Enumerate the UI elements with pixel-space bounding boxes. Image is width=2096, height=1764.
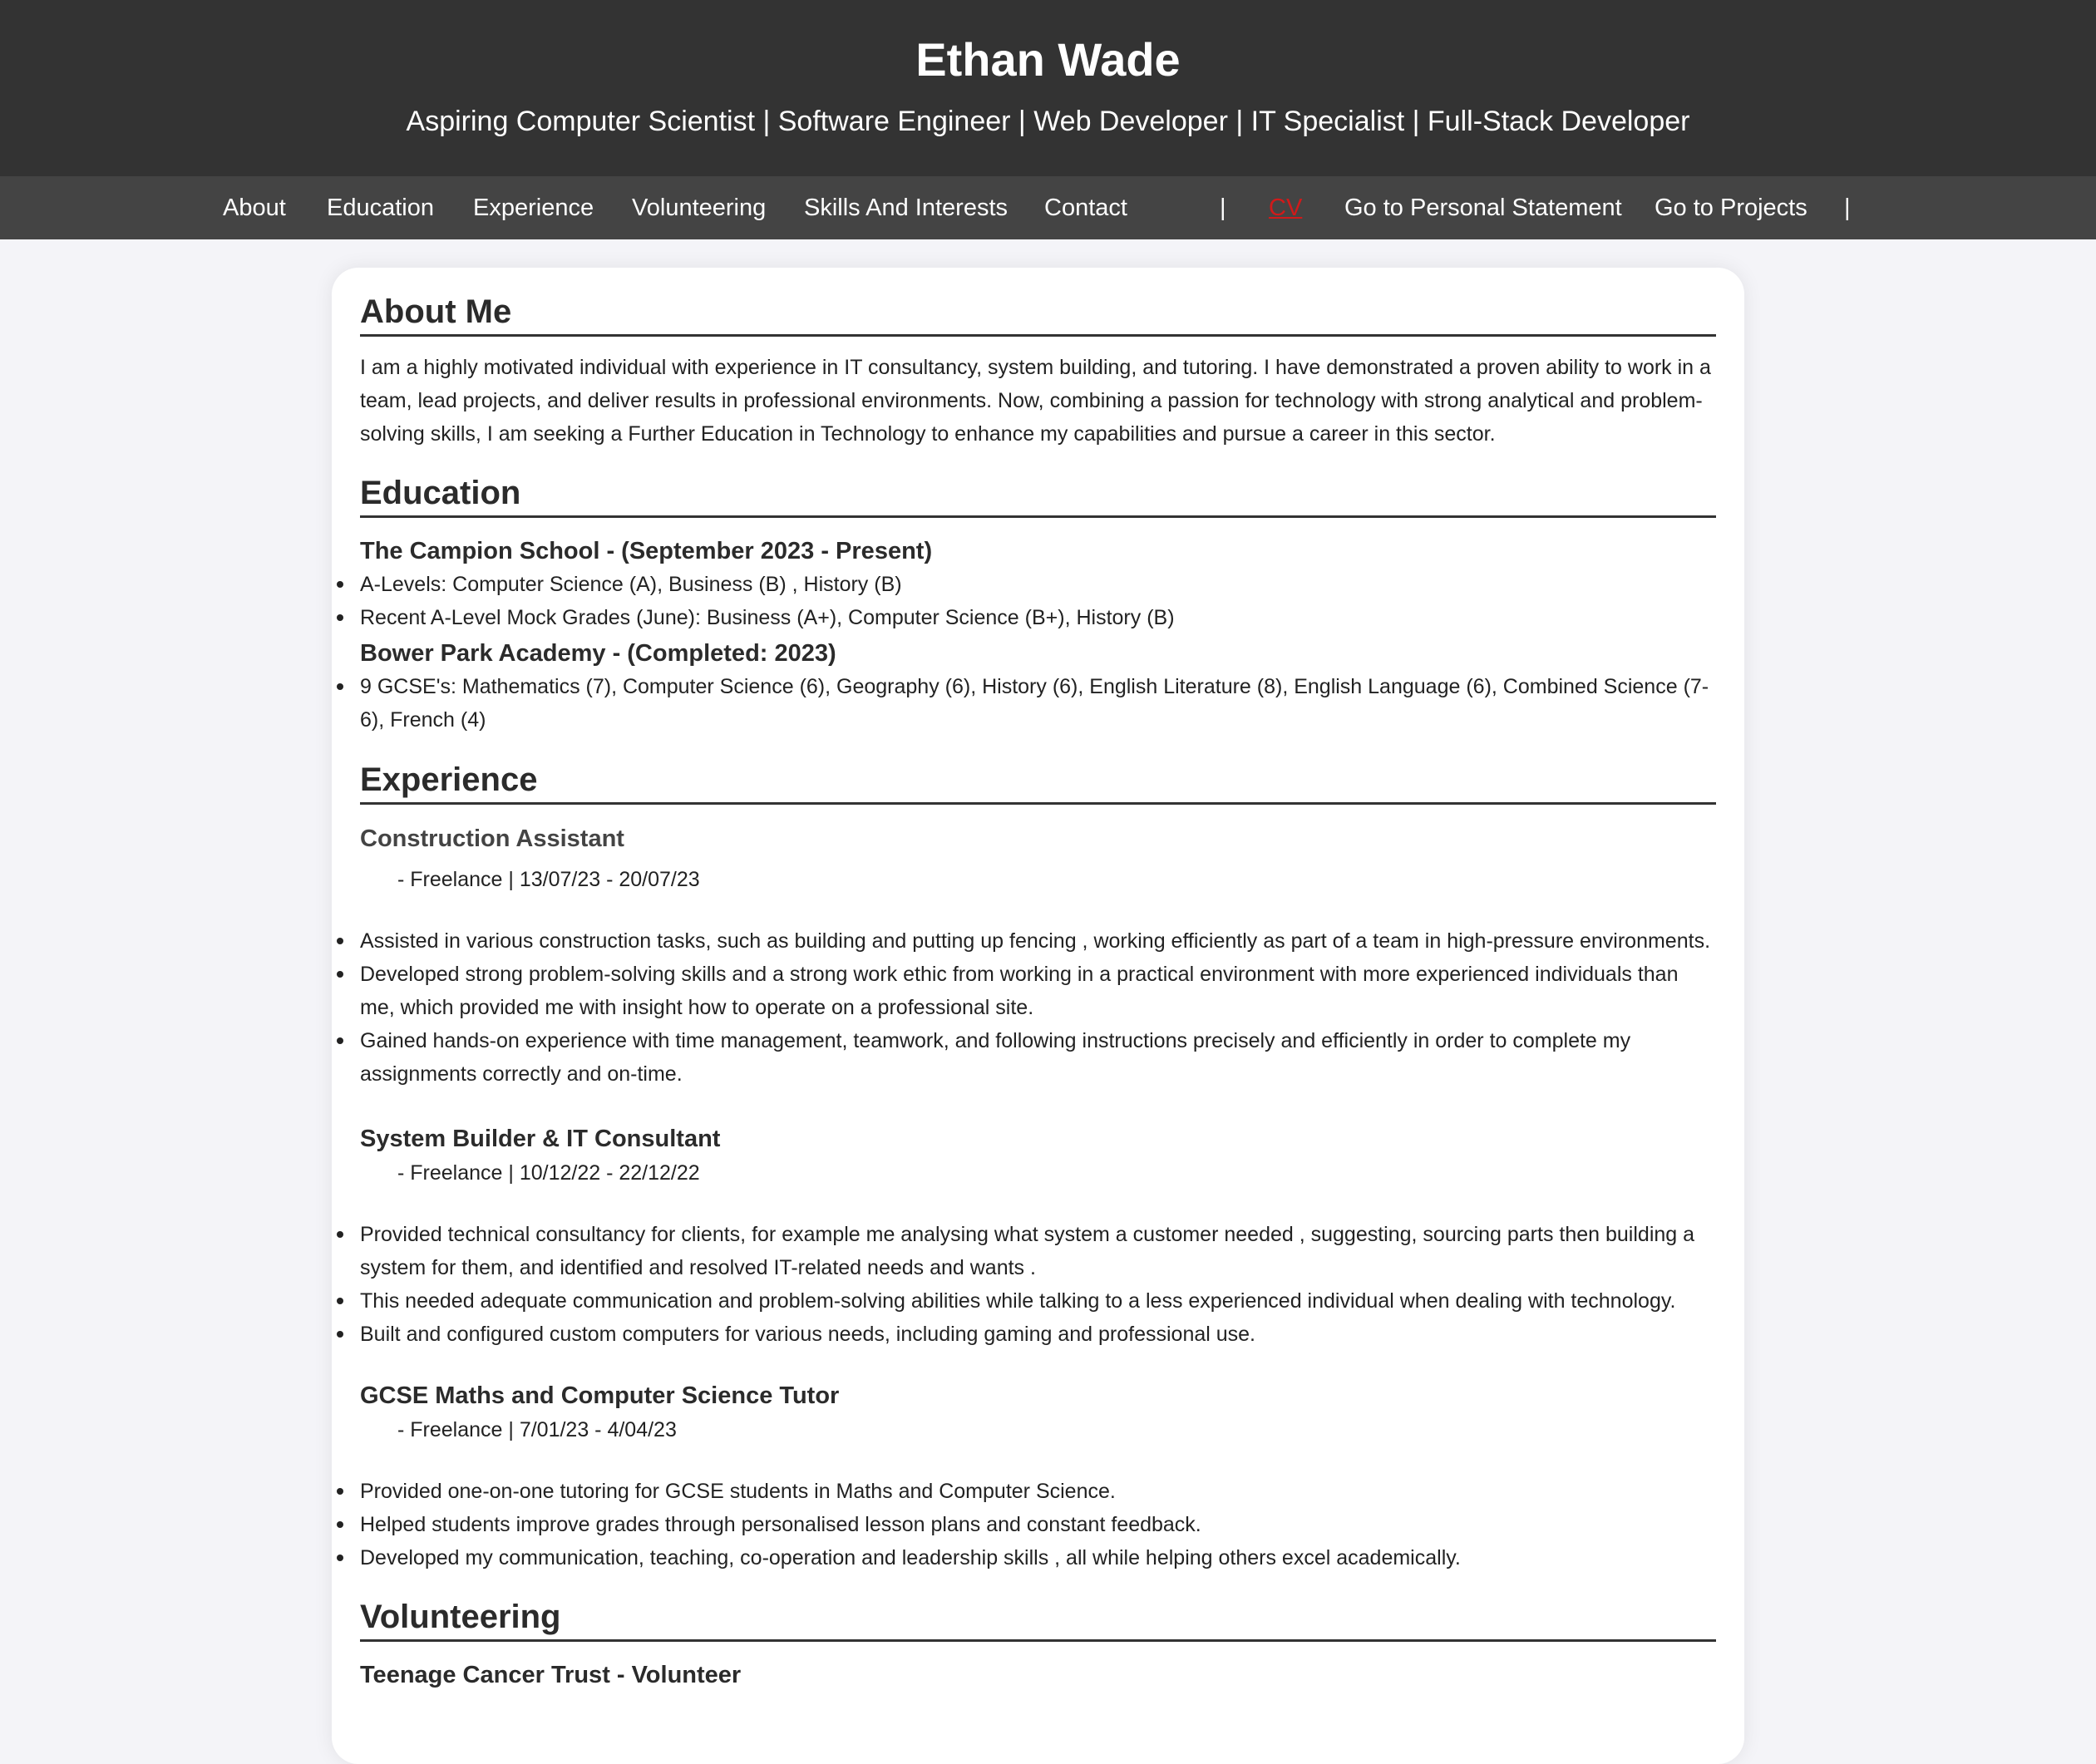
job-meta: - Freelance | 7/01/23 - 4/04/23	[397, 1418, 677, 1441]
job-meta: - Freelance | 10/12/22 - 22/12/22	[397, 1161, 700, 1185]
job-duties-list	[360, 924, 1716, 1091]
nav-link-about[interactable]: About	[223, 195, 286, 221]
list-item: This needed adequate communication and problem-solving abilities while talking to a less experienced individual when dealing with technology.	[360, 1284, 1716, 1318]
list-item: Built and configured custom computers for various needs, including gaming and professional use.	[360, 1318, 1716, 1351]
list-item: Developed my communication, teaching, co-operation and leadership skills , all while helping others excel academically.	[360, 1541, 1716, 1574]
nav-link-projects[interactable]: Go to Projects	[1655, 195, 1807, 221]
volunteer-role: Teenage Cancer Trust - Volunteer	[360, 1662, 742, 1688]
nav-link-contact[interactable]: Contact	[1044, 195, 1127, 221]
section-title-education: Education	[360, 472, 1716, 518]
nav-link-education[interactable]: Education	[327, 195, 434, 221]
list-item: Gained hands-on experience with time management, teamwork, and following instructions precisely and efficiently in order to complete my assignments correctly and on-time.	[360, 1024, 1716, 1091]
job-title: System Builder & IT Consultant	[360, 1126, 721, 1152]
list-item: Developed strong problem-solving skills and a strong work ethic from working in a practical environment with more experienced individuals than me, which provided me with insight how to operate on a professional site.	[360, 958, 1716, 1024]
school-details-list	[360, 670, 1716, 737]
list-item: Helped students improve grades through personalised lesson plans and constant feedback.	[360, 1508, 1716, 1541]
list-item: Assisted in various construction tasks, such as building and putting up fencing , working efficiently as part of a team in high-pressure environments.	[360, 924, 1716, 958]
section-title-about: About Me	[360, 291, 1716, 337]
nav-link-volunteering[interactable]: Volunteering	[632, 195, 767, 221]
about-text: I am a highly motivated individual with experience in IT consultancy, system building, and tutoring. I have demonstrated a proven ability to work in a team, lead projects, and deliver results in professional environments. Now, combining a passion for technology with strong analytical and problem-solving skills, I am seeking a Further Education in Technology to enhance my capabilities and pursue a career in this sector.	[360, 356, 1711, 446]
list-item: Provided technical consultancy for clients, for example me analysing what system a customer needed , suggesting, sourcing parts then building a system for them, and identified and resolved IT-related needs and wants .	[360, 1218, 1716, 1284]
job-duties-list	[360, 1218, 1716, 1351]
nav-link-skills-and-interests[interactable]: Skills And Interests	[804, 195, 1008, 221]
nav-link-experience[interactable]: Experience	[473, 195, 594, 221]
list-item: Provided one-on-one tutoring for GCSE students in Maths and Computer Science.	[360, 1475, 1716, 1508]
site-header	[0, 0, 2096, 176]
nav-separator: |	[1844, 195, 1851, 221]
job-meta: - Freelance | 13/07/23 - 20/07/23	[397, 868, 700, 891]
education-section	[360, 472, 1716, 737]
section-title-volunteering: Volunteering	[360, 1596, 1716, 1642]
section-title-experience: Experience	[360, 759, 1716, 805]
nav-link-personal-statement[interactable]: Go to Personal Statement	[1344, 195, 1622, 221]
school-details-list	[360, 568, 1716, 634]
about-section	[360, 291, 1716, 451]
nav-link-cv[interactable]: CV	[1269, 195, 1303, 221]
job-title: GCSE Maths and Computer Science Tutor	[360, 1382, 840, 1409]
school-name: Bower Park Academy - (Completed: 2023)	[360, 640, 836, 667]
list-item: 9 GCSE's: Mathematics (7), Computer Science (6), Geography (6), History (6), English Literature (8), English Language (6), Combined Science (7-6), French (4)	[360, 670, 1716, 737]
school-name: The Campion School - (September 2023 - Present)	[360, 538, 933, 564]
experience-section	[360, 759, 1716, 1574]
content-card	[332, 268, 1744, 1764]
job-duties-list	[360, 1475, 1716, 1574]
volunteering-section	[360, 1596, 1716, 1692]
page-title: Ethan Wade	[915, 33, 1181, 86]
list-item: Recent A-Level Mock Grades (June): Business (A+), Computer Science (B+), History (B)	[360, 601, 1716, 634]
job-title: Construction Assistant	[360, 825, 624, 852]
list-item: A-Levels: Computer Science (A), Business (B) , History (B)	[360, 568, 1716, 601]
nav-bar	[0, 176, 2096, 239]
tagline: Aspiring Computer Scientist | Software Engineer | Web Developer | IT Specialist | Full-Stack Developer	[406, 106, 1690, 137]
nav-separator: |	[1220, 195, 1226, 221]
